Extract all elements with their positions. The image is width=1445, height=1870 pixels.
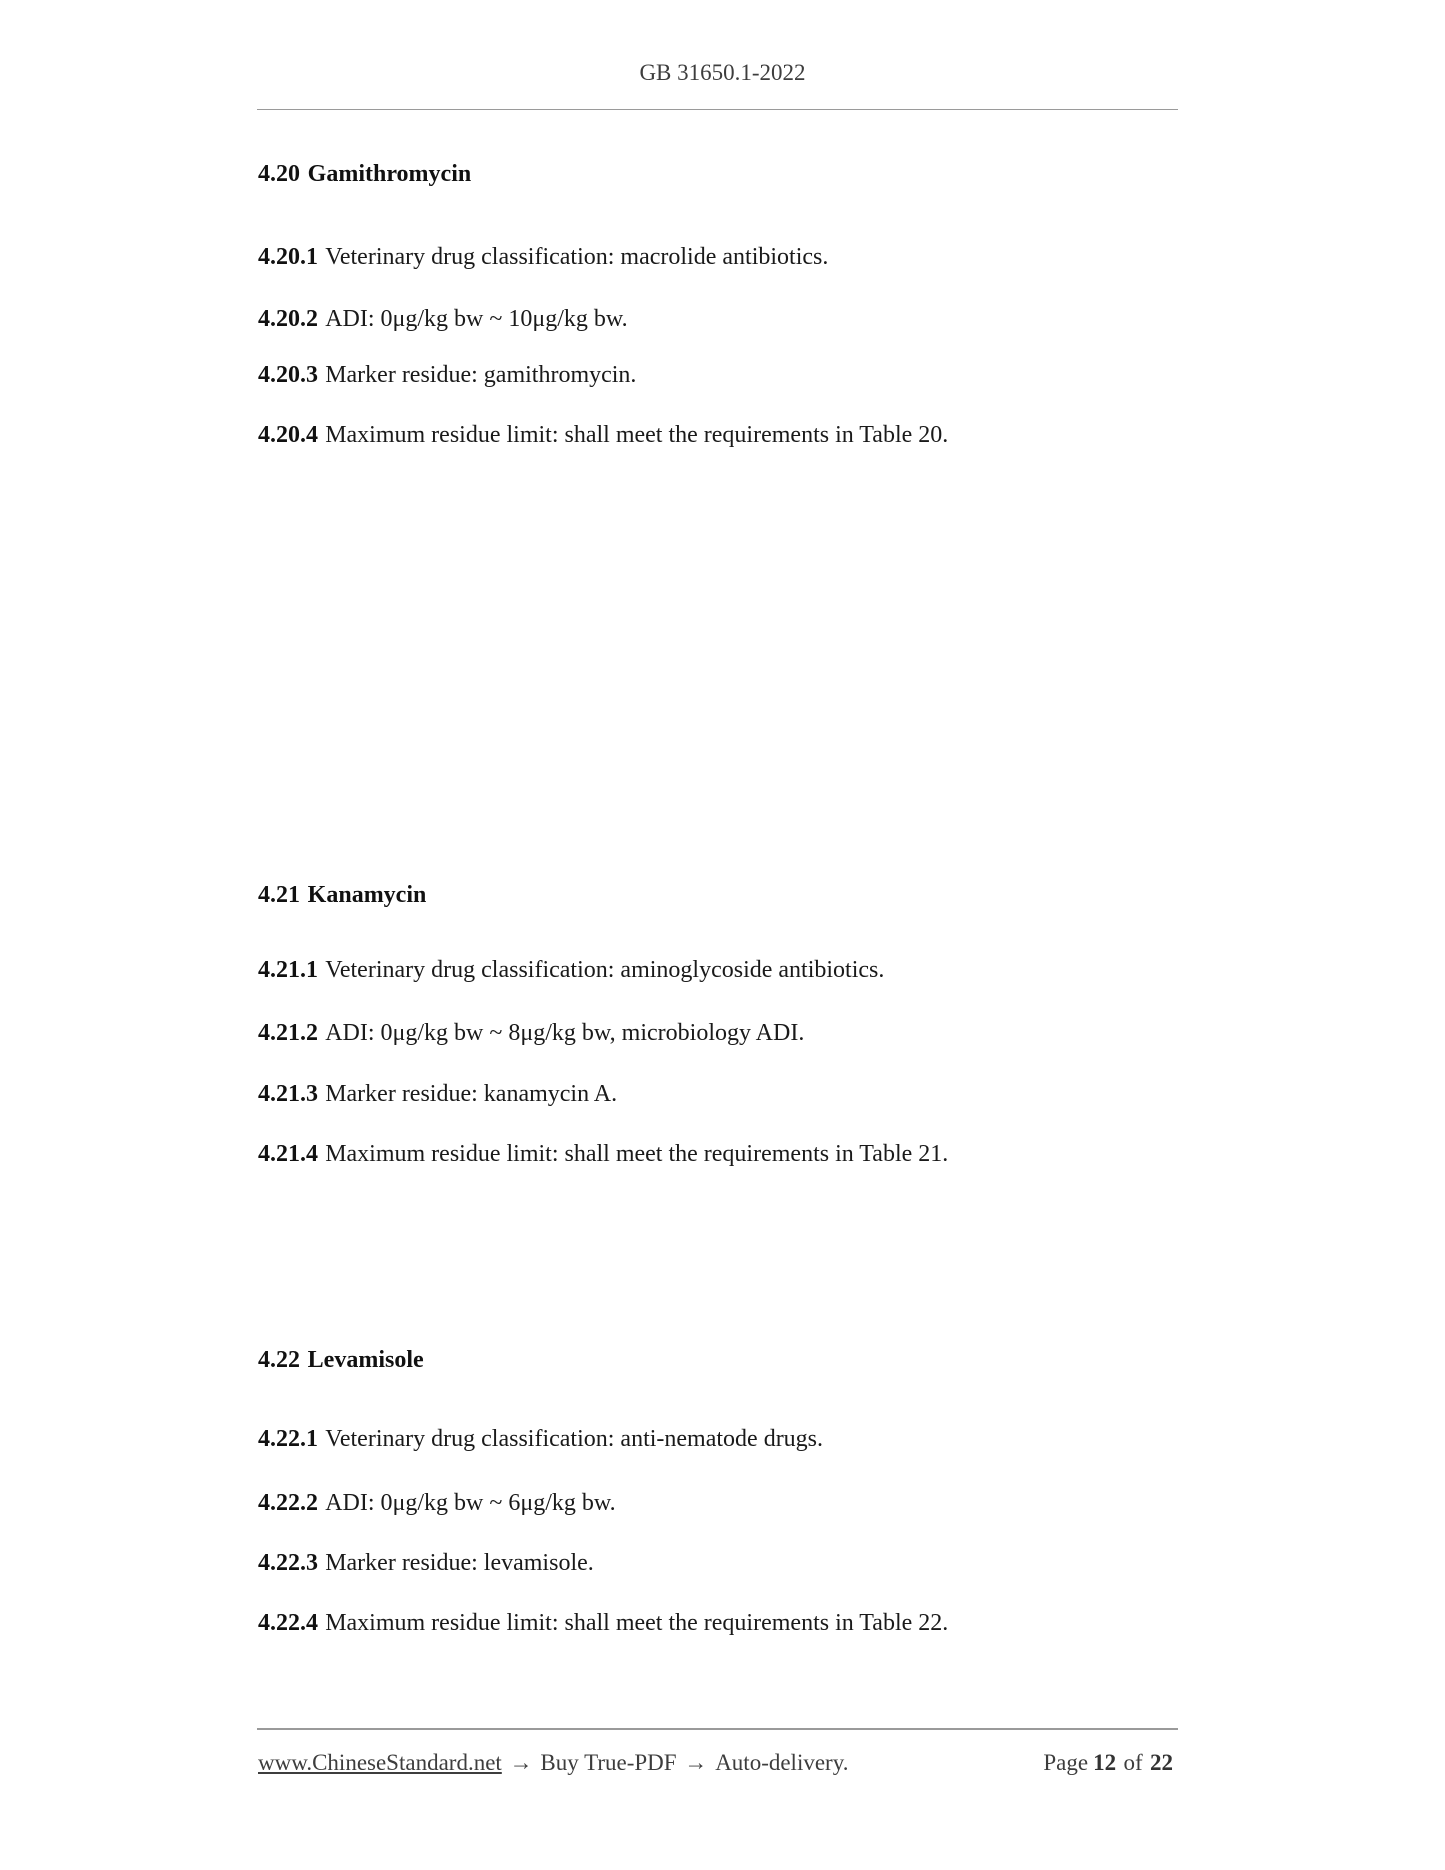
arrow-right-icon: → (684, 1750, 708, 1775)
clause-number: 4.22.1 (258, 1426, 318, 1452)
clause-number: 4.21.2 (258, 1020, 318, 1046)
clause-text: Maximum residue limit: shall meet the requirements in Table 20. (325, 422, 949, 448)
page-footer (258, 1750, 1178, 1776)
section-title: Kanamycin (307, 882, 427, 908)
total-page-number: 22 (1149, 1750, 1173, 1775)
clause-number: 4.20.1 (258, 244, 318, 270)
clause-text: ADI: 0μg/kg bw ~ 8μg/kg bw, microbiology ADI. (325, 1020, 805, 1046)
clause-4-21-1 (258, 957, 884, 984)
clause-number: 4.22.2 (258, 1490, 318, 1516)
clause-4-20-4 (258, 422, 948, 449)
section-heading-levamisole (258, 1347, 424, 1374)
section-number: 4.21 (258, 882, 300, 908)
clause-text: Marker residue: kanamycin A. (325, 1081, 618, 1107)
clause-number: 4.22.4 (258, 1610, 318, 1636)
section-title: Gamithromycin (307, 161, 472, 187)
section-heading-kanamycin (258, 882, 426, 909)
clause-4-22-1 (258, 1426, 823, 1453)
clause-4-21-3 (258, 1081, 617, 1108)
clause-4-20-2 (258, 306, 628, 333)
clause-4-20-3 (258, 362, 636, 389)
clause-number: 4.21.3 (258, 1081, 318, 1107)
current-page-number: 12 (1093, 1750, 1117, 1775)
clause-number: 4.20.2 (258, 306, 318, 332)
of-label: of (1123, 1750, 1143, 1775)
footer-delivery-label: Auto-delivery. (715, 1750, 849, 1775)
clause-text: Veterinary drug classification: macrolide antibiotics. (325, 244, 829, 270)
clause-number: 4.20.3 (258, 362, 318, 388)
clause-number: 4.20.4 (258, 422, 318, 448)
clause-4-22-2 (258, 1490, 616, 1517)
footer-buy-label: Buy True-PDF (540, 1750, 677, 1775)
header-divider (257, 109, 1178, 110)
footer-promo (258, 1750, 848, 1776)
clause-4-22-3 (258, 1550, 594, 1577)
clause-4-22-4 (258, 1610, 948, 1637)
page-label: Page (1043, 1750, 1089, 1775)
footer-divider (257, 1728, 1178, 1730)
clause-text: Veterinary drug classification: anti-nematode drugs. (325, 1426, 824, 1452)
clause-text: Marker residue: levamisole. (325, 1550, 594, 1576)
clause-text: ADI: 0μg/kg bw ~ 6μg/kg bw. (325, 1490, 616, 1516)
clause-4-20-1 (258, 244, 828, 271)
section-title: Levamisole (307, 1347, 424, 1373)
section-heading-gamithromycin (258, 161, 471, 188)
section-number: 4.20 (258, 161, 300, 187)
clause-text: Marker residue: gamithromycin. (325, 362, 637, 388)
clause-number: 4.22.3 (258, 1550, 318, 1576)
clause-number: 4.21.1 (258, 957, 318, 983)
clause-4-21-4 (258, 1141, 948, 1168)
chinesestandard-link[interactable]: www.ChineseStandard.net (258, 1750, 502, 1775)
clause-text: Maximum residue limit: shall meet the requirements in Table 21. (325, 1141, 949, 1167)
clause-number: 4.21.4 (258, 1141, 318, 1167)
clause-text: ADI: 0μg/kg bw ~ 10μg/kg bw. (325, 306, 628, 332)
clause-text: Veterinary drug classification: aminoglycoside antibiotics. (325, 957, 885, 983)
section-number: 4.22 (258, 1347, 300, 1373)
page-header-standard-number: GB 31650.1-2022 (639, 60, 806, 85)
clause-4-21-2 (258, 1020, 804, 1047)
page-indicator (1043, 1750, 1178, 1776)
clause-text: Maximum residue limit: shall meet the requirements in Table 22. (325, 1610, 949, 1636)
arrow-right-icon: → (509, 1750, 533, 1775)
